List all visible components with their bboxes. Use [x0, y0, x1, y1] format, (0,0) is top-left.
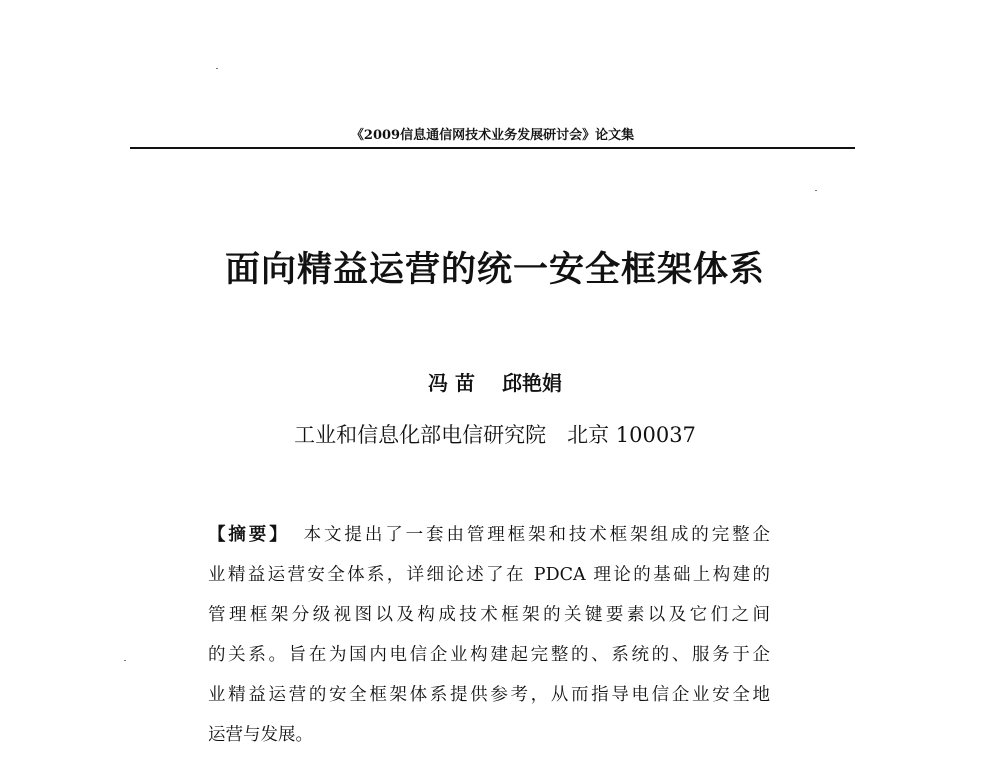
abstract-line: 业精益运营安全体系，详细论述了在 PDCA 理论的基础上构建的: [208, 565, 770, 585]
abstract-line: 运营与发展。: [208, 725, 313, 745]
abstract: [208, 520, 770, 760]
scan-speck: [815, 190, 817, 191]
running-header: 《2009信息通信网技术业务发展研讨会》论文集: [350, 128, 635, 143]
affiliation: 工业和信息化部电信研究院 北京 100037: [294, 423, 696, 447]
abstract-line: 业精益运营的安全框架体系提供参考，从而指导电信企业安全地: [208, 685, 770, 705]
scan-speck: [216, 68, 218, 69]
paper-title: 面向精益运营的统一安全框架体系: [224, 249, 765, 290]
abstract-label: 【摘要】: [208, 525, 290, 545]
abstract-line: [208, 520, 770, 560]
abstract-text: 本文提出了一套由管理框架和技术框架组成的完整企: [303, 525, 771, 545]
author: 邱艳娟: [501, 371, 562, 395]
author: 冯 苗: [428, 371, 475, 395]
scan-speck: [124, 660, 126, 661]
abstract-line: 管理框架分级视图以及构成技术框架的关键要素以及它们之间: [208, 605, 770, 625]
authors: [150, 367, 840, 396]
abstract-line: 的关系。旨在为国内电信企业构建起完整的、系统的、服务于企: [208, 645, 770, 665]
header-rule: [130, 147, 855, 149]
